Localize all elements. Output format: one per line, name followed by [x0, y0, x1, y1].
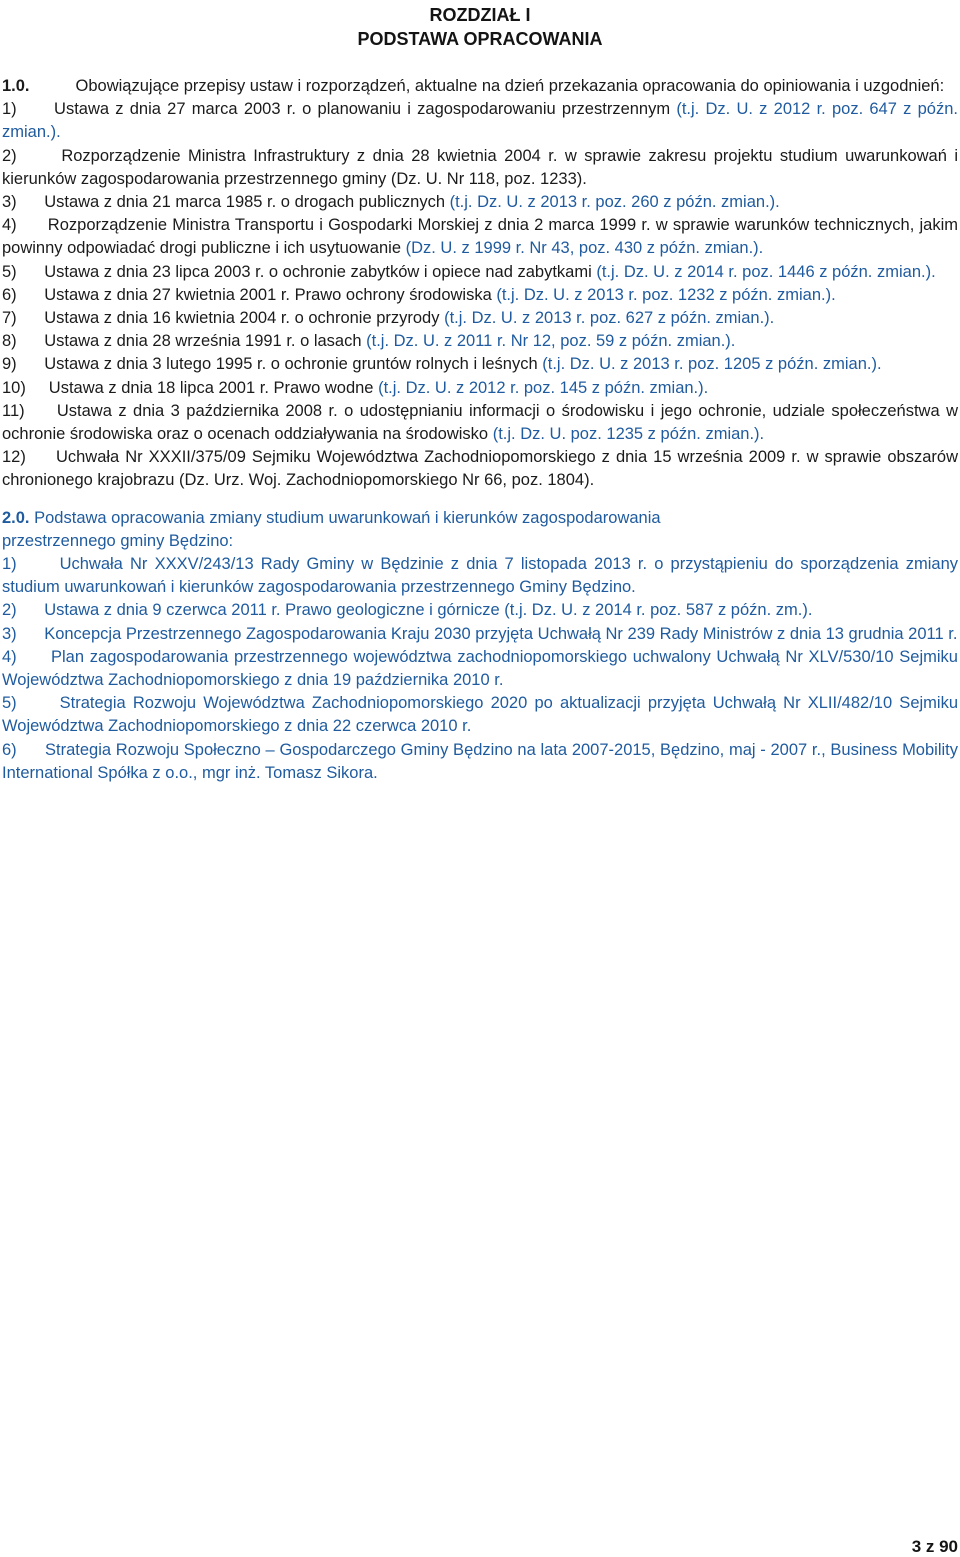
item-reference: (t.j. Dz. U. z 2011 r. Nr 12, poz. 59 z późn. zmian.).	[366, 332, 736, 351]
list-item	[2, 191, 958, 214]
item-number: 2)	[2, 601, 17, 620]
item-text: Ustawa z dnia 18 lipca 2001 r. Prawo wodne	[48, 378, 374, 397]
section-1-intro-b: opiniowania i uzgodnień:	[763, 77, 945, 95]
list-item	[2, 646, 958, 692]
item-reference: (t.j. Dz. U. z 2014 r. poz. 1446 z późn. zmian.).	[596, 262, 936, 281]
list-item	[2, 623, 958, 646]
item-text: Ustawa z dnia 27 kwietnia 2001 r. Prawo ochrony środowiska	[44, 285, 492, 304]
list-item	[2, 284, 958, 307]
section-1-intro-a: Obowiązujące przepisy ustaw i rozporządzeń, aktualne na dzień przekazania opracowania do	[75, 77, 759, 95]
item-text: Ustawa z dnia 16 kwietnia 2004 r. o ochronie przyrody	[44, 309, 440, 328]
list-item	[2, 307, 958, 330]
item-number: 10)	[2, 378, 26, 397]
item-text: Ustawa z dnia 9 czerwca 2011 r. Prawo geologiczne i górnicze (t.j. Dz. U. z 2014 r. poz. 587 z późn. zm.).	[44, 601, 813, 620]
section-2-number: 2.0.	[2, 508, 30, 527]
item-text: Ustawa z dnia 3 lutego 1995 r. o ochronie gruntów rolnych i leśnych	[44, 355, 538, 374]
item-reference: (t.j. Dz. U. z 2013 r. poz. 260 z późn. zmian.).	[449, 193, 780, 212]
item-text: Ustawa z dnia 27 marca 2003 r. o planowaniu i zagospodarowaniu przestrzennym	[54, 100, 671, 119]
item-number: 5)	[2, 694, 17, 713]
item-text: Rozporządzenie Ministra Transportu i Gospodarki Morskiej z dnia 2 marca 1999 r. w sprawie warunków technicznych, jakim powinny odpowiadać drogi publiczne i ich usytuowanie	[2, 216, 958, 258]
item-reference: (t.j. Dz. U. z 2012 r. poz. 647 z późn. zmian.).	[2, 100, 958, 142]
section-1-number: 1.0.	[2, 77, 30, 95]
item-number: 2)	[2, 146, 17, 165]
list-item	[2, 353, 958, 376]
list-item	[2, 400, 958, 446]
list-item	[2, 98, 958, 144]
item-number: 4)	[2, 216, 17, 235]
item-reference: (t.j. Dz. U. z 2012 r. poz. 145 z późn. zmian.).	[378, 378, 709, 397]
item-number: 8)	[2, 332, 17, 351]
item-number: 1)	[2, 100, 17, 119]
item-number: 6)	[2, 740, 17, 759]
item-number: 1)	[2, 555, 17, 574]
item-text: Uchwała Nr XXXV/243/13 Rady Gminy w Będzinie z dnia 7 listopada 2013 r. o przystąpieniu do sporządzenia zmiany studium uwarunkowań i kierunków zagospodarowania przestrzennego Gminy Będzino.	[2, 555, 958, 597]
section-2-intro-b: przestrzennego gminy Będzino:	[2, 531, 234, 550]
document-body	[2, 75, 958, 785]
item-number: 5)	[2, 262, 17, 281]
item-number: 7)	[2, 309, 17, 328]
list-item	[2, 599, 958, 622]
item-text: Ustawa z dnia 21 marca 1985 r. o drogach publicznych	[44, 193, 445, 212]
item-text: Strategia Rozwoju Społeczno – Gospodarczego Gminy Będzino na lata 2007-2015, Będzino, maj - 2007 r., Business Mobility International Spółka z o.o., mgr inż. Tomasz Sikora.	[2, 740, 958, 782]
list-item	[2, 261, 958, 284]
item-text: Uchwała Nr XXXII/375/09 Sejmiku Województwa Zachodniopomorskiego z dnia 15 września 2009 r. w sprawie obszarów chronionego krajobrazu (Dz. Urz. Woj. Zachodniopomorskiego Nr 66, poz. 1804).	[2, 448, 958, 490]
item-text: Koncepcja Przestrzennego Zagospodarowania Kraju 2030 przyjęta Uchwałą Nr 239 Rady Ministrów z dnia 13 grudnia 2011 r.	[44, 624, 958, 643]
list-item	[2, 739, 958, 785]
item-text: Plan zagospodarowania przestrzennego województwa zachodniopomorskiego uchwalony Uchwałą Nr XLV/530/10 Sejmiku Województwa Zachodniopomorskiego z dnia 19 października 2010 r.	[2, 647, 958, 690]
item-reference: (t.j. Dz. U. z 2013 r. poz. 1232 z późn. zmian.).	[496, 285, 836, 304]
item-number: 11)	[2, 401, 25, 420]
item-text: Strategia Rozwoju Województwa Zachodniopomorskiego 2020 po aktualizacji przyjęta Uchwałą Nr XLII/482/10 Sejmiku Województwa Zachodniopomorskiego z dnia 22 czerwca 2010 r.	[2, 694, 958, 736]
list-item	[2, 446, 958, 492]
item-reference: (t.j. Dz. U. z 2013 r. poz. 1205 z późn. zmian.).	[542, 355, 882, 374]
item-text: Rozporządzenie Ministra Infrastruktury z dnia 28 kwietnia 2004 r. w sprawie zakresu projektu studium uwarunkowań i kierunków zagospodarowania przestrzennego gminy (Dz. U. Nr 118, poz. 1233).	[2, 146, 958, 188]
item-reference: (t.j. Dz. U. z 2013 r. poz. 627 z późn. zmian.).	[444, 309, 775, 328]
section-2-intro	[2, 507, 958, 553]
item-text: Ustawa z dnia 3 października 2008 r. o udostępnianiu informacji o środowisku i jego ochronie, udziale społeczeństwa w ochronie środowiska oraz o ocenach oddziaływania na środowisko	[2, 401, 958, 444]
item-reference: (t.j. Dz. U. poz. 1235 z późn. zmian.).	[492, 425, 765, 444]
item-reference: (Dz. U. z 1999 r. Nr 43, poz. 430 z późn. zmian.).	[405, 239, 764, 258]
section-1-intro	[2, 75, 958, 98]
item-number: 3)	[2, 624, 17, 643]
chapter-subtitle: PODSTAWA OPRACOWANIA	[357, 29, 603, 49]
list-item	[2, 553, 958, 599]
item-text: Ustawa z dnia 23 lipca 2003 r. o ochronie zabytków i opiece nad zabytkami	[44, 262, 592, 281]
list-item	[2, 214, 958, 260]
item-number: 6)	[2, 285, 17, 304]
section-2-intro-a: Podstawa opracowania zmiany studium uwarunkowań i kierunków zagospodarowania	[34, 508, 661, 527]
list-item	[2, 377, 958, 400]
item-number: 4)	[2, 647, 17, 666]
item-number: 3)	[2, 193, 17, 212]
list-item	[2, 692, 958, 738]
chapter-title: ROZDZIAŁ I	[429, 5, 531, 25]
item-number: 12)	[2, 448, 26, 467]
list-item	[2, 330, 958, 353]
item-text: Ustawa z dnia 28 września 1991 r. o lasach	[44, 332, 362, 351]
item-number: 9)	[2, 355, 17, 374]
list-item	[2, 145, 958, 191]
page-number: 3 z 90	[911, 1537, 958, 1556]
